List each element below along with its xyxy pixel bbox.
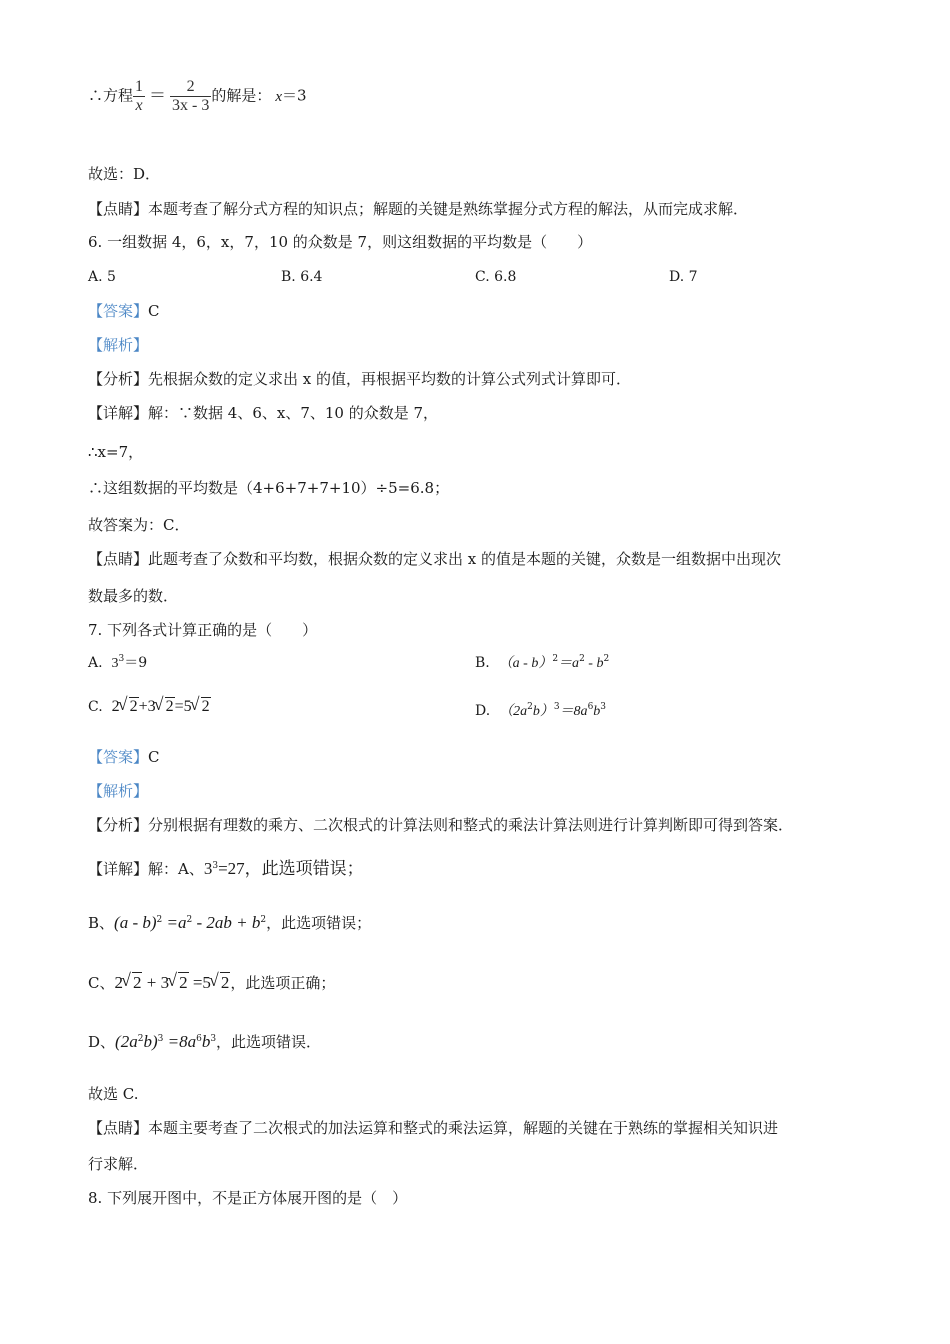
equation-line: ∴方程 $\frac{1}{x}$ ＝ $\frac{2}{3x - 3}$ 的解是： x＝3 [88,78,307,114]
comment-6-cont: 数最多的数． [88,587,179,605]
q7-option-b: B. $(a - b)^2=a^2 - b^2$ [475,654,610,671]
step-7d: D、$(2a^2b)^3 =8a^6b^3$，此选项错误． [88,1032,322,1051]
analysis-7-heading: 【解析】 [88,782,149,800]
question-6: 6. 一组数据 4，6，x，7，10 的众数是 7，则这组数据的平均数是（ ） [88,233,593,251]
analysis-7: 【分析】分别根据有理数的乘方、二次根式的计算法则和整式的乘法计算法则进行计算判断即可得到答案． [88,816,794,834]
step-7b: B、$(a - b)^2 =a^2 - 2ab + b^2$，此选项错误； [88,913,372,932]
detail-6: 【详解】解：∵数据 4、6、x、7、10 的众数是 7， [88,404,439,422]
step-7c: C、2√ 2 + 3√ 2 =5√ 2，此选项正确； [88,972,335,994]
step-6b: ∴这组数据的平均数是（4+6+7+7+10）÷5=6.8； [88,479,450,497]
detail-7: 【详解】解：A、$3^3=27$，此选项错误； [88,859,364,878]
analysis-6: 【分析】先根据众数的定义求出 x 的值，再根据平均数的计算公式列式计算即可． [88,370,632,388]
comment-6: 【点睛】此题考查了众数和平均数，根据众数的定义求出 x 的值是本题的关键，众数是一组数据中出现次 [88,550,782,568]
q7-option-a: A. $3^3=9$ [88,654,148,671]
comment-5: 【点睛】本题考查了解分式方程的知识点；解题的关键是熟练掌握分式方程的解法，从而完成求解． [88,200,749,218]
conclusion-7: 故选 C. [88,1085,139,1103]
fraction-1: $\frac{1}{x}$ [135,78,144,114]
question-7: 7. 下列各式计算正确的是（ ） [88,621,318,639]
comment-7: 【点睛】本题主要考查了二次根式的加法运算和整式的乘法运算，解题的关键在于熟练的掌握相关知识进 [88,1119,779,1137]
fraction-2: $\frac{2}{3x - 3}$ [172,78,210,114]
step-6a: ∴x=7， [88,443,144,461]
answer-7: 【答案】C [88,748,160,766]
step-6c: 故答案为：C． [88,516,190,534]
q6-option-a: A. 5 [88,269,116,285]
q7-option-c: C. 2√ 2+3√ 2=5√ 2 [88,696,211,718]
q6-option-c: C. 6.8 [475,269,517,285]
question-8: 8. 下列展开图中，不是正方体展开图的是（ ） [88,1189,408,1207]
comment-7-cont: 行求解． [88,1155,149,1173]
q7-option-d: D. $(2a^2b)^3=8a^6b^3$ [475,702,607,719]
q6-option-d: D. 7 [669,269,698,285]
text: ∴方程 [88,86,134,105]
q6-option-b: B. 6.4 [281,269,323,285]
analysis-6-heading: 【解析】 [88,336,149,354]
answer-6: 【答案】C [88,302,160,320]
conclusion-d: 故选：D． [88,165,161,183]
